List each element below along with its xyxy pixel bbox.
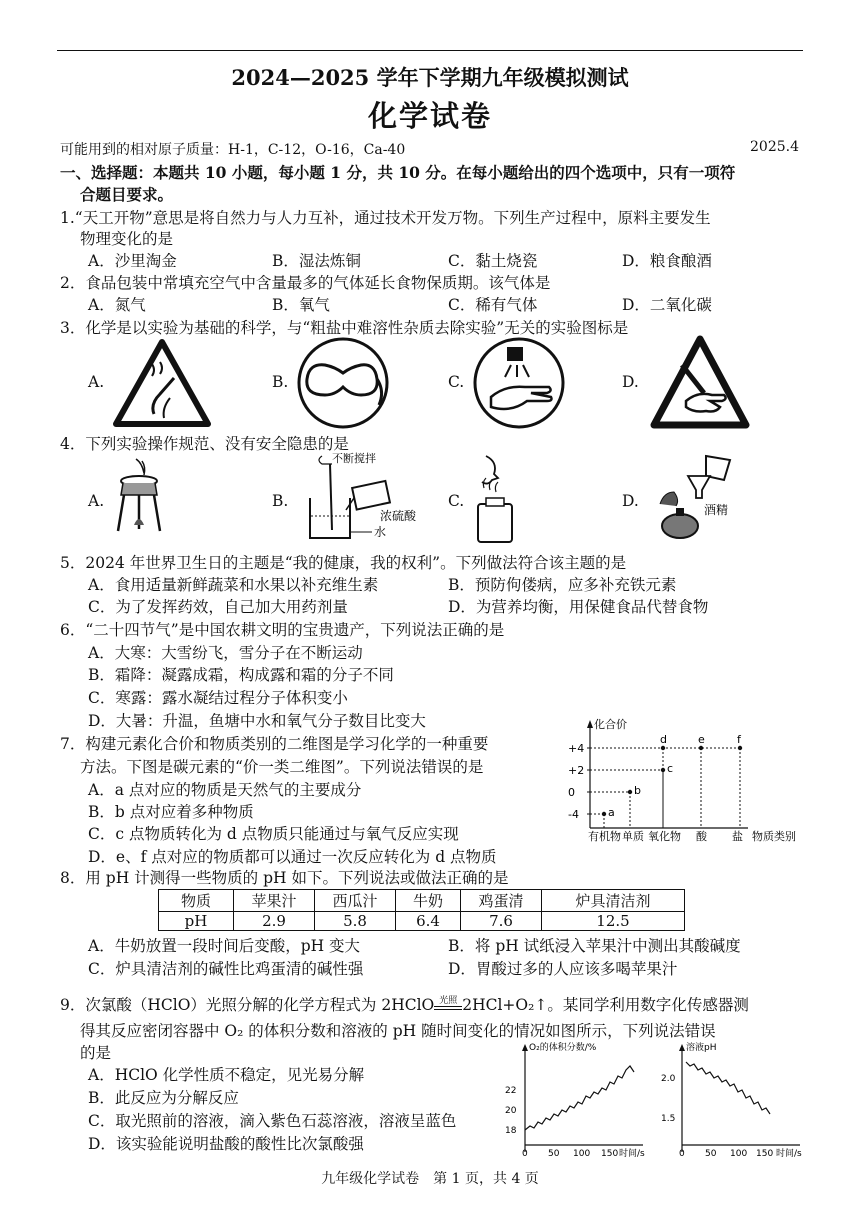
water-label: 水 (374, 525, 387, 539)
q1-option-a[interactable]: A．沙里淘金 (88, 252, 177, 270)
graph-x-label: 时间/s (776, 1149, 802, 1158)
chart-y-label: 化合价 (594, 718, 627, 731)
q9-stem-cont: 得其反应密闭容器中 O₂ 的体积分数和溶液的 pH 随时间变化的情况如图所示，下列说法错误 (80, 1022, 716, 1040)
table-cell: 12.5 (542, 912, 685, 931)
reaction-arrow (434, 996, 462, 1010)
q5-stem: 5．2024 年世界卫生日的主题是“我的健康，我的权利”。下列做法符合该主题的是 (60, 554, 627, 572)
x-tick-label: 0 (679, 1149, 685, 1158)
dilute-acid-figure (292, 450, 432, 546)
q5-option-b[interactable]: B．预防佝偻病，应多补充铁元素 (448, 576, 677, 594)
atomic-mass-note: 可能用到的相对原子质量：H-1，C-12，O-16，Ca-40 (60, 142, 406, 158)
table-cell: 7.6 (461, 912, 542, 931)
q5-option-a[interactable]: A．食用适量新鲜蔬菜和水果以补充维生素 (88, 576, 379, 594)
q4-option-a[interactable]: A. (88, 492, 105, 510)
oxygen-curve (525, 1066, 634, 1130)
q2-option-b[interactable]: B．氧气 (272, 296, 330, 314)
q4-option-b[interactable]: B. (272, 492, 289, 510)
q1-stem: 1.“天工开物”意思是将自然力与人力互补，通过技术开发万物。下列生产过程中，原料主要发生 (60, 209, 711, 227)
point-label: d (660, 733, 667, 746)
q4-stem: 4．下列实验操作规范、没有安全隐患的是 (60, 435, 349, 453)
q4-option-c[interactable]: C. (448, 492, 465, 510)
graph-y-label: O₂的体积分数/% (529, 1043, 597, 1053)
sharp-object-warning-icon (650, 335, 750, 431)
table-cell: 西瓜汁 (315, 890, 396, 912)
ph-curve (686, 1062, 770, 1114)
table-cell: 物质 (159, 890, 234, 912)
q8-option-a[interactable]: A．牛奶放置一段时间后变酸，pH 变大 (88, 937, 361, 955)
q6-stem: 6．“二十四节气”是中国农耕文明的宝贵遗产，下列说法正确的是 (60, 621, 505, 639)
q3-option-c[interactable]: C. (448, 373, 465, 391)
q1-stem-cont: 物理变化的是 (80, 230, 174, 248)
hot-surface-warning-icon (112, 338, 212, 428)
solution-ph-graph (660, 1040, 810, 1158)
table-cell: 苹果汁 (234, 890, 315, 912)
q8-stem: 8．用 pH 计测得一些物质的 pH 如下。下列说法或做法正确的是 (60, 869, 509, 887)
point-label: b (634, 784, 641, 797)
y-tick-label: -4 (568, 808, 579, 821)
exam-subtitle: 化学试卷 (367, 99, 492, 133)
q9-stem-pre: 9．次氯酸（HClO）光照分解的化学方程式为 2HClO (60, 996, 435, 1014)
x-tick-label: 0 (522, 1149, 528, 1158)
table-cell: 2.9 (234, 912, 315, 931)
q4-option-d[interactable]: D. (622, 492, 639, 510)
q7-option-c[interactable]: C．c 点物质转化为 d 点物质只能通过与氧气反应实现 (88, 825, 459, 843)
q3-option-b[interactable]: B. (272, 373, 289, 391)
goggles-icon (295, 335, 391, 431)
q2-option-c[interactable]: C．稀有气体 (448, 296, 538, 314)
y-tick-label: 1.5 (661, 1114, 676, 1124)
q9-stem-post: 2HCl+O₂↑。某同学利用数字化传感器测 (462, 996, 749, 1014)
exam-date: 2025.4 (750, 139, 799, 155)
x-category-label: 单质 (622, 830, 644, 843)
q1-option-c[interactable]: C．黏土烧瓷 (448, 252, 538, 270)
y-tick-label: 2.0 (661, 1074, 676, 1084)
q9-option-c[interactable]: C．取光照前的溶液，滴入紫色石蕊溶液，溶液呈蓝色 (88, 1112, 457, 1130)
q6-option-a[interactable]: A．大寒：大雪纷飞，雪分子在不断运动 (88, 644, 363, 662)
acid-label: 浓硫酸 (380, 509, 417, 523)
page-footer: 九年级化学试卷 第 1 页，共 4 页 (321, 1171, 539, 1187)
x-category-label: 酸 (696, 830, 707, 843)
alcohol-label: 酒精 (704, 503, 729, 517)
graph-x-label: 时间/s (619, 1149, 645, 1158)
y-tick-label: 18 (505, 1126, 517, 1136)
stir-label: 不断搅拌 (332, 452, 376, 465)
point-label: f (737, 733, 741, 746)
exam-title: 2024—2025 学年下学期九年级模拟测试 (231, 65, 629, 90)
q8-option-d[interactable]: D．胃酸过多的人应该多喝苹果汁 (448, 960, 678, 978)
ph-table-value-row (159, 912, 685, 931)
x-category-label: 有机物 (588, 830, 621, 843)
q6-option-c[interactable]: C．寒露：露水凝结过程分子体积变小 (88, 689, 348, 707)
q2-stem: 2．食品包装中常填充空气中含量最多的气体延长食物保质期。该气体是 (60, 274, 551, 292)
data-point-a (602, 812, 606, 816)
q3-option-a[interactable]: A. (88, 373, 105, 391)
evaporating-dish-tripod-figure (114, 455, 164, 535)
x-tick-label: 100 (573, 1149, 591, 1158)
oxygen-fraction-graph (503, 1040, 653, 1158)
y-tick-label: 22 (505, 1086, 517, 1096)
table-cell: 炉具清洁剂 (542, 890, 685, 912)
q5-option-d[interactable]: D．为营养均衡，用保健食品代替食物 (448, 598, 709, 616)
q9-option-b[interactable]: B．此反应为分解反应 (88, 1089, 239, 1107)
q7-option-b[interactable]: B．b 点对应着多种物质 (88, 803, 254, 821)
x-tick-label: 150 (756, 1149, 774, 1158)
q1-option-d[interactable]: D．粮食酿酒 (622, 252, 712, 270)
table-cell: pH (159, 912, 234, 931)
y-axis-arrow (587, 720, 593, 728)
table-cell: 6.4 (396, 912, 461, 931)
q7-option-a[interactable]: A．a 点对应的物质是天然气的主要成分 (88, 781, 362, 799)
x-tick-label: 100 (730, 1149, 748, 1158)
q7-stem: 7．构建元素化合价和物质类别的二维图是学习化学的一种重要 (60, 735, 489, 753)
y-tick-label: 20 (505, 1106, 517, 1116)
smell-gas-figure (468, 452, 528, 544)
y-tick-label: 0 (568, 786, 575, 799)
q9-option-d[interactable]: D．该实验能说明盐酸的酸性比次氯酸强 (88, 1135, 364, 1153)
q7-option-d[interactable]: D．e、f 点对应的物质都可以通过一次反应转化为 d 点物质 (88, 848, 497, 866)
x-tick-label: 50 (548, 1149, 560, 1158)
y-tick-label: +4 (568, 742, 585, 755)
point-label: e (698, 733, 705, 746)
ph-table (158, 889, 685, 931)
q8-option-b[interactable]: B．将 pH 试纸浸入苹果汁中测出其酸碱度 (448, 937, 741, 955)
table-cell: 5.8 (315, 912, 396, 931)
q2-option-a[interactable]: A．氮气 (88, 296, 146, 314)
ph-table-header-row (159, 890, 685, 912)
q9-stem-cont2: 的是 (80, 1044, 112, 1062)
q5-option-c[interactable]: C．为了发挥药效，自己加大用药剂量 (88, 598, 348, 616)
q9-stem (60, 993, 749, 1015)
data-point-b (628, 790, 632, 794)
graph-y-label: 溶液pH (686, 1043, 717, 1053)
q8-option-c[interactable]: C．炉具清洁剂的碱性比鸡蛋清的碱性强 (88, 960, 364, 978)
q1-option-b[interactable]: B．湿法炼铜 (272, 252, 361, 270)
q3-option-d[interactable]: D. (622, 373, 639, 391)
x-category-label: 氧化物 (648, 830, 681, 843)
q6-option-d[interactable]: D．大暑：升温，鱼塘中水和氧气分子数目比变大 (88, 712, 426, 730)
table-cell: 牛奶 (396, 890, 461, 912)
point-label: a (608, 806, 615, 819)
q3-stem: 3．化学是以实验为基础的科学，与“粗盐中难溶性杂质去除实验”无关的实验图标是 (60, 319, 629, 337)
y-tick-label: +2 (568, 764, 585, 777)
q9-option-a[interactable]: A．HClO 化学性质不稳定，见光易分解 (88, 1066, 365, 1084)
q2-option-d[interactable]: D．二氧化碳 (622, 296, 712, 314)
chart-x-label: 物质类别 (752, 830, 796, 843)
table-cell: 鸡蛋清 (461, 890, 542, 912)
x-category-label: 盐 (732, 830, 743, 843)
section-heading-cont: 合题目要求。 (80, 185, 174, 204)
q6-option-b[interactable]: B．霜降：凝露成霜，构成露和霜的分子不同 (88, 666, 394, 684)
top-rule (57, 50, 803, 51)
x-tick-label: 150 (601, 1149, 619, 1158)
alcohol-lamp-figure (650, 452, 740, 544)
data-point-f (738, 746, 742, 750)
reaction-condition: 光照 (439, 996, 458, 1006)
valence-category-chart (548, 716, 806, 846)
q7-stem-cont: 方法。下图是碳元素的“价一类二维图”。下列说法错误的是 (80, 758, 484, 776)
wash-hands-icon (471, 335, 567, 431)
point-label: c (667, 762, 674, 775)
x-tick-label: 50 (705, 1149, 717, 1158)
section-heading: 一、选择题：本题共 10 小题，每小题 1 分，共 10 分。在每小题给出的四个选项中，只有一项符 (60, 163, 736, 182)
